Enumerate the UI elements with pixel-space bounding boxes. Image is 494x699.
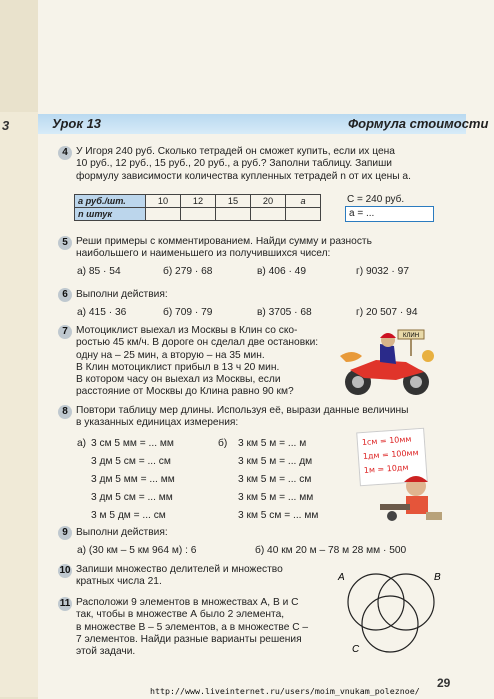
- task-8-text: Повтори таблицу мер длины. Используя её, вырази данные величины в указанных единицах измерения:: [76, 405, 409, 429]
- set-c-circle: [362, 596, 418, 652]
- count-cell: [251, 208, 286, 221]
- note-line: 1дм = 100мм: [362, 448, 419, 462]
- page-number: 29: [437, 676, 451, 690]
- count-cell: [146, 208, 181, 221]
- task-6-text: Выполни действия:: [76, 289, 168, 300]
- task-6-item: в) 3705 · 68: [257, 307, 312, 318]
- task-8-item: 3 дм 5 см = ... см: [91, 456, 171, 467]
- left-page-band: [0, 112, 38, 697]
- lesson-topic: Формула стоимости: [348, 116, 489, 131]
- task-8-col-a-label: а): [77, 438, 87, 449]
- set-a-label: A: [338, 572, 345, 583]
- count-table-head: n штук: [75, 208, 146, 221]
- task-4-text: У Игоря 240 руб. Сколько тетрадей он сможет купить, если их цена 10 руб., 12 руб., 15 руб., 20 руб., a руб.? Заполни таблицу. Запиши формулу зависимости количества купленных тетрадей n от их цены a.: [76, 146, 411, 182]
- task-8-item: 3 км 5 м = ... дм: [238, 456, 313, 467]
- source-url[interactable]: http://www.liveinternet.ru/users/moim_vnukam_poleznoe/: [150, 686, 420, 696]
- task-5-item: г) 9032 · 97: [356, 266, 409, 277]
- task-6-number: 6: [58, 288, 72, 302]
- count-cell: [286, 208, 321, 221]
- set-b-circle: [378, 574, 434, 630]
- task-9-item: а) (30 км – 5 км 964 м) : 6: [77, 545, 197, 556]
- task-6-item: б) 709 · 79: [163, 307, 213, 318]
- task-5-item: в) 406 · 49: [257, 266, 307, 277]
- task-8-item: 3 дм 5 см = ... мм: [91, 492, 173, 503]
- count-cell: [216, 208, 251, 221]
- task-11-number: 11: [59, 598, 71, 609]
- task-9-number: 9: [58, 526, 72, 540]
- set-c-label: C: [352, 644, 360, 655]
- price-cell: 20: [251, 195, 286, 208]
- task-9-text: Выполни действия:: [76, 527, 168, 538]
- task-6-item: г) 20 507 · 94: [356, 307, 418, 318]
- task-11-text: Расположи 9 элементов в множествах А, В и С так, чтобы в множестве А было 2 элемента, в множестве В – 5 элементов, а в множестве С – 7 элементов. Найди разные варианты решения этой задачи.: [76, 597, 309, 658]
- pirate-illustration: [376, 472, 446, 522]
- motorcyclist-illustration: [336, 326, 442, 400]
- price-cell: 15: [216, 195, 251, 208]
- task-9-item: б) 40 км 20 м – 78 м 28 мм · 500: [255, 545, 407, 556]
- task-7-number: 7: [58, 325, 72, 339]
- task-8-item: 3 км 5 см = ... мм: [238, 510, 319, 521]
- set-b-label: B: [434, 572, 441, 583]
- price-cell: 10: [146, 195, 181, 208]
- town-sign-label: КЛИН: [402, 333, 420, 339]
- task-8-col-b-label: б): [218, 438, 228, 449]
- count-cell: [181, 208, 216, 221]
- price-table-head: а руб./шт.: [75, 195, 146, 208]
- venn-diagram: [330, 566, 450, 658]
- set-a-circle: [348, 574, 404, 630]
- task-5-number: 5: [58, 236, 72, 250]
- note-line: 1см = 10мм: [361, 434, 412, 448]
- price-cell: а: [286, 195, 321, 208]
- task-5-item: б) 279 · 68: [163, 266, 213, 277]
- price-table: [74, 194, 321, 221]
- task-8-item: 3 см 5 мм = ... мм: [91, 438, 174, 449]
- task-5-item: а) 85 · 54: [77, 266, 121, 277]
- task-6-item: а) 415 · 36: [77, 307, 127, 318]
- cost-formula: C = 240 руб.: [347, 194, 405, 205]
- price-cell: 12: [181, 195, 216, 208]
- left-page-number: 3: [2, 118, 10, 133]
- task-8-number: 8: [58, 405, 72, 419]
- note-line: 1м = 10дм: [363, 462, 409, 475]
- task-10-number: 10: [59, 565, 71, 576]
- task-4-number: 4: [58, 146, 72, 160]
- task-8-item: 3 км 5 м = ... мм: [238, 492, 314, 503]
- task-8-item: 3 км 5 м = ... м: [238, 438, 307, 449]
- task-8-item: 3 дм 5 мм = ... мм: [91, 474, 175, 485]
- answer-box: a = ...: [345, 206, 434, 222]
- task-10-text: Запиши множество делителей и множество кратных числа 21.: [76, 564, 283, 588]
- task-5-text: Реши примеры с комментированием. Найди сумму и разность наибольшего и наименьшего из получившихся чисел:: [76, 236, 372, 260]
- task-7-text: Мотоциклист выехал из Москвы в Клин со ско- ростью 45 км/ч. В дороге он сделал две остановки: одну на – 25 мин, а вторую – на 35 мин. В Клин мотоциклист прибыл в 13 ч 20 мин. В котором часу он выехал из Москвы, если расстояние от Москвы до Клина равно 90 км?: [76, 325, 319, 398]
- task-8-item: 3 км 5 м = ... см: [238, 474, 312, 485]
- task-8-item: 3 м 5 дм = ... см: [91, 510, 166, 521]
- lesson-title: Урок 13: [52, 116, 102, 131]
